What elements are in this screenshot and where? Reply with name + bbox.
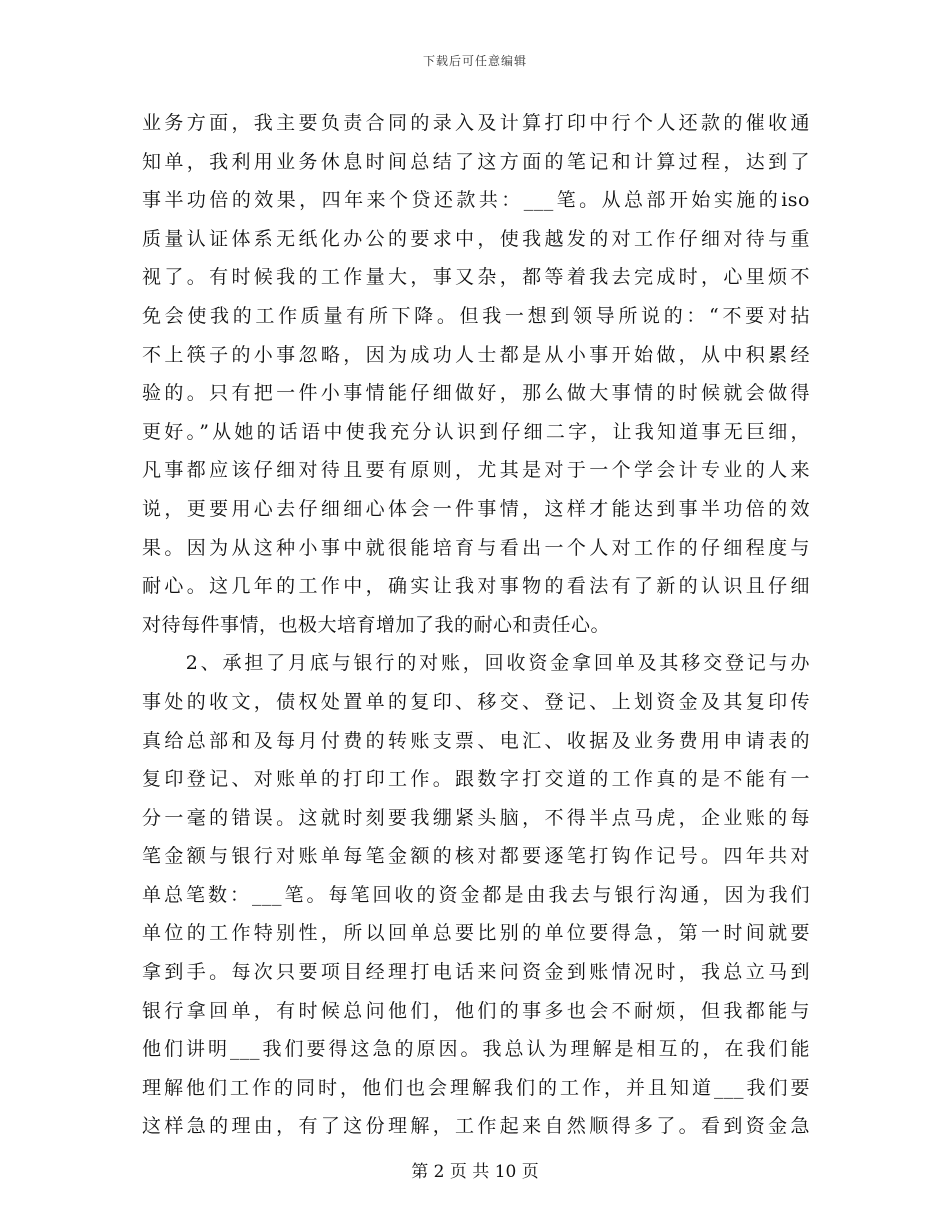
- document-body: [142, 104, 810, 1146]
- body-line: 分一毫的错误。这就时刻要我绷紧头脑，不得半点马虎，企业账的每: [142, 806, 810, 829]
- body-line: 知单，我利用业务休息时间总结了这方面的笔记和计算过程，达到了: [142, 150, 810, 173]
- body-line: 说，更要用心去仔细细心体会一件事情，这样才能达到事半功倍的效: [142, 497, 810, 520]
- body-line: 耐心。这几年的工作中，确实让我对事物的看法有了新的认识且仔细: [142, 575, 810, 598]
- body-line: 2、承担了月底与银行的对账，回收资金拿回单及其移交登记与办: [142, 652, 810, 675]
- body-line: 银行拿回单，有时候总问他们，他们的事多也会不耐烦，但我都能与: [142, 999, 810, 1022]
- body-line: 单总笔数：___笔。每笔回收的资金都是由我去与银行沟通，因为我们: [142, 883, 810, 906]
- body-line: 复印登记、对账单的打印工作。跟数字打交道的工作真的是不能有一: [142, 768, 810, 791]
- body-line: 更好。”从她的话语中使我充分认识到仔细二字，让我知道事无巨细，: [142, 420, 810, 443]
- body-line: 果。因为从这种小事中就很能培育与看出一个人对工作的仔细程度与: [142, 536, 810, 559]
- page-number-footer: 第 2 页 共 10 页: [411, 1162, 539, 1182]
- body-line: 事半功倍的效果，四年来个贷还款共：___笔。从总部开始实施的iso: [142, 189, 810, 212]
- body-line: 业务方面，我主要负责合同的录入及计算打印中行个人还款的催收通: [142, 112, 810, 134]
- body-line: 视了。有时候我的工作量大，事又杂，都等着我去完成时，心里烦不: [142, 266, 810, 289]
- paragraph-end-line: 对待每件事情，也极大培育增加了我的耐心和责任心。: [142, 613, 611, 636]
- body-line: 笔金额与银行对账单每笔金额的核对都要逐笔打钩作记号。四年共对: [142, 845, 810, 868]
- body-line: 验的。只有把一件小事情能仔细做好，那么做大事情的时候就会做得: [142, 382, 810, 405]
- body-line: 质量认证体系无纸化办公的要求中，使我越发的对工作仔细对待与重: [142, 227, 810, 250]
- page-header-note: 下载后可任意编辑: [422, 54, 527, 68]
- body-line: 拿到手。每次只要项目经理打电话来问资金到账情况时，我总立马到: [142, 961, 810, 984]
- body-line: 这样急的理由，有了这份理解，工作起来自然顺得多了。看到资金急: [142, 1115, 810, 1138]
- body-line: 免会使我的工作质量有所下降。但我一想到领导所说的：“不要对拈: [142, 304, 810, 327]
- body-line: 事处的收文，债权处置单的复印、移交、登记、上划资金及其复印传: [142, 690, 810, 713]
- body-line: 凡事都应该仔细对待且要有原则，尤其是对于一个学会计专业的人来: [142, 459, 810, 482]
- body-line: 理解他们工作的同时，他们也会理解我们的工作，并且知道___我们要: [142, 1076, 810, 1099]
- body-line: 不上筷子的小事忽略，因为成功人士都是从小事开始做，从中积累经: [142, 343, 810, 366]
- body-line: 他们讲明___我们要得这急的原因。我总认为理解是相互的，在我们能: [142, 1038, 810, 1061]
- body-line: 单位的工作特别性，所以回单总要比别的单位要得急，第一时间就要: [142, 922, 810, 945]
- body-line: 真给总部和及每月付费的转账支票、电汇、收据及业务费用申请表的: [142, 729, 810, 752]
